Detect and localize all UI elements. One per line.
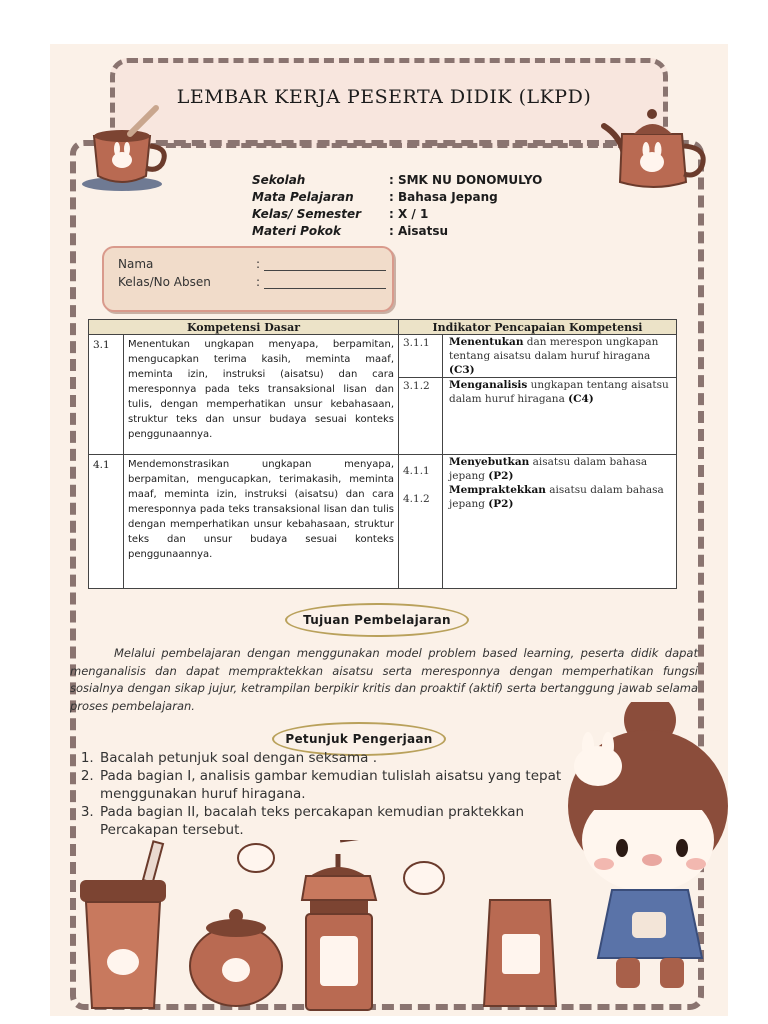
table-row <box>89 455 677 589</box>
name-field[interactable] <box>264 256 386 271</box>
indicator-body: aisatsu dalam bahasa jepang <box>449 456 648 482</box>
coffee-bag-icon <box>484 900 556 1006</box>
indicator-text <box>443 378 676 454</box>
coffee-illustrations <box>70 840 570 1020</box>
info-value: : X / 1 <box>389 207 429 221</box>
petunjuk-heading: Petunjuk Pengerjaan <box>272 722 446 756</box>
indicator-verb: Menyebutkan <box>449 456 530 468</box>
instruction-item: 1. Bacalah petunjuk soal dengan seksama . <box>98 749 568 767</box>
indicator-body: ungkapan tentang aisatsu dalam huruf hiragana <box>449 379 669 405</box>
coffee-grinder-icon <box>302 840 376 1010</box>
instruction-item: 2. Pada bagian I, analisis gambar kemudian tulislah aisatsu yang tepat menggunakan huruf hiragana. <box>98 767 568 803</box>
info-label: Mata Pelajaran <box>252 190 354 204</box>
coffee-cup-illustration <box>76 104 174 196</box>
name-label: Nama <box>118 257 154 271</box>
indicator-text <box>449 455 670 483</box>
indicator-texts <box>443 455 677 589</box>
girl-character-illustration <box>552 702 728 1004</box>
indicator-number: 3.1.1 <box>399 335 443 377</box>
header-indikator: Indikator Pencapaian Kompetensi <box>399 320 677 335</box>
info-row-school <box>252 172 542 189</box>
info-row-class <box>252 206 542 223</box>
table-row <box>89 335 677 455</box>
sugar-pot-icon <box>190 909 282 1006</box>
tujuan-text-em: problem based learning, <box>428 646 575 660</box>
indicator-level: (P2) <box>488 498 514 510</box>
info-value: : SMK NU DONOMULYO <box>389 173 543 187</box>
info-label: Sekolah <box>252 173 306 187</box>
page-title: LEMBAR KERJA PESERTA DIDIK (LKPD) <box>176 86 592 108</box>
kd-cell <box>124 455 399 589</box>
name-colon: : <box>256 257 261 271</box>
student-identity-box <box>102 246 394 312</box>
tujuan-text-a: Melalui pembelajaran dengan menggunakan model <box>114 646 429 660</box>
indicator-verb: Mempraktekkan <box>449 484 546 496</box>
school-info <box>252 172 542 240</box>
indicator-body: dan merespon ungkapan tentang aisatsu dalam huruf hiragana <box>449 336 659 362</box>
table-header-row <box>89 320 677 335</box>
competency-table <box>88 319 677 589</box>
info-value: : Bahasa Jepang <box>389 190 498 204</box>
class-number-field[interactable] <box>264 274 386 289</box>
kd-text: Mendemonstrasikan ungkapan menyapa, berpamitan, mengucapkan, terimakasih, meminta maaf, meminta izin, instruksi (aisatsu) dan cara meresponnya pada teks transaksional lisan dan tulis dengan memperhatikan unsur kebahasaan, struktur teks dan unsur budaya sesuai konteks penggunaannya. <box>128 459 394 560</box>
kd-number: 3.1 <box>89 335 124 455</box>
header-kompetensi-dasar: Kompetensi Dasar <box>89 320 399 335</box>
takeaway-cup-icon <box>80 841 166 1008</box>
class-label: Kelas/No Absen <box>118 275 211 289</box>
info-label: Materi Pokok <box>252 224 341 238</box>
indicator-verb: Menganalisis <box>449 379 528 391</box>
indicator-number: 4.1.1 <box>403 465 430 477</box>
instruction-list <box>76 749 568 839</box>
indicator-item <box>399 378 676 454</box>
info-row-subject <box>252 189 542 206</box>
class-colon: : <box>256 275 261 289</box>
indicator-verb: Menentukan <box>449 336 524 348</box>
kd-text: Menentukan ungkapan menyapa, berpamitan, mengucapkan terima kasih, meminta maaf, meminta izin, instruksi (aisatsu) dan cara meresponnya pada teks transaksional lisan dan tulis, dengan memperhatikan unsur kebahasaan, struktur teks dan unsur budaya sesuai konteks penggunaannya. <box>128 339 394 440</box>
indicator-level: (C3) <box>449 364 475 376</box>
instruction-item: 3. Pada bagian II, bacalah teks percakapan kemudian praktekkan Percakapan tersebut. <box>98 803 568 839</box>
indicator-cell <box>399 335 677 455</box>
indicator-level: (C4) <box>568 393 594 405</box>
info-value: : Aisatsu <box>389 224 449 238</box>
indicator-number: 3.1.2 <box>399 378 443 454</box>
kd-number: 4.1 <box>89 455 124 589</box>
tujuan-text-b: peserta didik dapat menganalisis dan dapat mempraktekkan aisatsu serta meresponnya dengan memperhatikan fungsi sosialnya dengan sikap jujur, ketrampilan berpikir kritis dan proaktif (aktif) serta bertanggung jawab selama proses pembelajaran. <box>70 646 698 713</box>
indicator-item <box>399 335 676 378</box>
indicator-number: 4.1.2 <box>403 493 430 505</box>
indicator-text <box>443 335 676 377</box>
indicator-numbers <box>399 455 443 589</box>
indicator-text <box>449 483 670 511</box>
indicator-body: aisatsu dalam bahasa jepang <box>449 484 664 510</box>
info-label: Kelas/ Semester <box>252 207 362 221</box>
kd-cell <box>124 335 399 455</box>
indicator-level: (P2) <box>488 470 514 482</box>
tujuan-heading: Tujuan Pembelajaran <box>285 603 469 637</box>
info-row-topic <box>252 223 542 240</box>
teapot-illustration <box>600 96 712 192</box>
